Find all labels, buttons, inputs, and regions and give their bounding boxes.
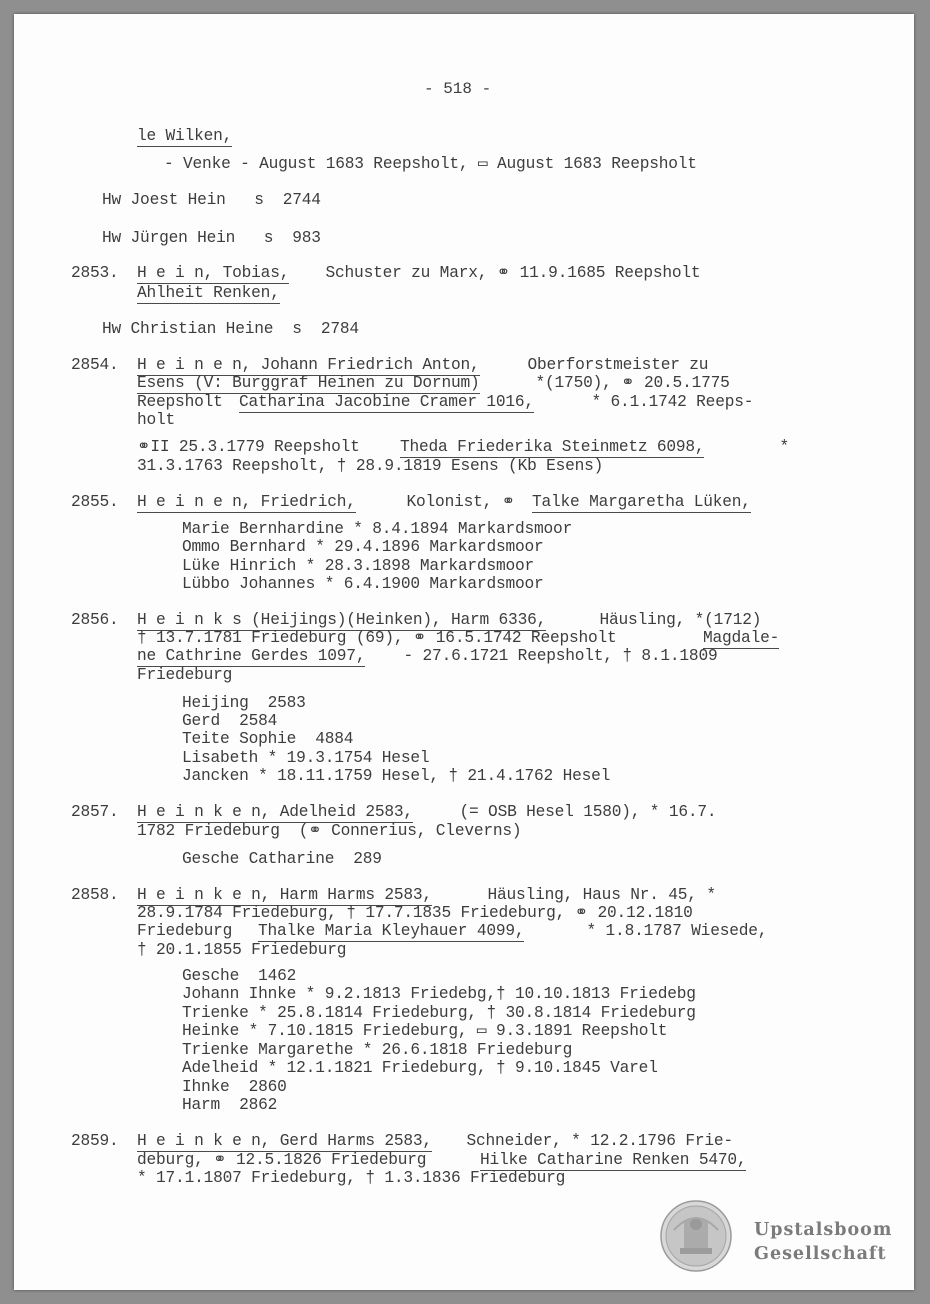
text-line: Trienke * 25.8.1814 Friedeburg, † 30.8.1814 Friedeburg	[182, 1004, 696, 1022]
text-line: Trienke Margarethe * 26.6.1818 Friedeburg	[182, 1041, 573, 1059]
underlined-name: H e i n k e n, Adelheid 2583,	[137, 803, 413, 821]
text-line: Marie Bernhardine * 8.4.1894 Markardsmoor	[182, 520, 573, 538]
underlined-name: Thalke Maria Kleyhauer 4099,	[258, 922, 525, 940]
text-line: Jancken * 18.11.1759 Hesel, † 21.4.1762 Hesel	[182, 767, 611, 785]
entry-number: 2855.	[71, 493, 119, 511]
logo-line-2: Gesellschaft	[754, 1244, 887, 1264]
text-line: 28.9.1784 Friedeburg, † 17.7.1835 Friedeburg, ⚭ 20.12.1810	[137, 904, 693, 922]
text-line: Heijing 2583	[182, 694, 306, 712]
underlined-name: Theda Friederika Steinmetz 6098,	[400, 438, 705, 456]
text-line: Lübbo Johannes * 6.4.1900 Markardsmoor	[182, 575, 544, 593]
text-line: Friedeburg	[137, 922, 242, 940]
text-line: Kolonist, ⚭	[397, 493, 525, 511]
underlined-name: H e i n k s (Heijings)(Heinken), Harm 6336,	[137, 611, 547, 629]
text-line: * 6.1.1742 Reeps-	[582, 393, 754, 411]
text-line: - Venke - August 1683 Reepsholt, ▭ August 1683 Reepsholt	[164, 155, 697, 173]
text-line: *(1750), ⚭ 20.5.1775	[526, 374, 730, 392]
text-line: holt	[137, 411, 176, 429]
underlined-name: H e i n e n, Friedrich,	[137, 493, 356, 511]
text-line: Hw Joest Hein s 2744	[102, 191, 321, 209]
text-line: * 1.8.1787 Wiesede,	[577, 922, 768, 940]
underlined-name: Talke Margaretha Lüken,	[532, 493, 751, 511]
underlined-name: H e i n k e n, Gerd Harms 2583,	[137, 1132, 432, 1150]
underlined-name: Ahlheit Renken,	[137, 284, 280, 302]
text-line: (= OSB Hesel 1580), * 16.7.	[450, 803, 717, 821]
entry-number: 2856.	[71, 611, 119, 629]
text-line: Harm 2862	[182, 1096, 278, 1114]
upstalsboom-seal-logo	[660, 1200, 732, 1272]
underlined-name: Magdale-	[703, 629, 780, 647]
logo-line-1: Upstalsboom	[754, 1220, 893, 1240]
text-line: † 13.7.1781 Friedeburg (69), ⚭ 16.5.1742 Reepsholt	[137, 629, 627, 647]
text-line: Ommo Bernhard * 29.4.1896 Markardsmoor	[182, 538, 544, 556]
text-line: Gesche Catharine 289	[182, 850, 382, 868]
text-line: Lisabeth * 19.3.1754 Hesel	[182, 749, 430, 767]
entry-number: 2854.	[71, 356, 119, 374]
text-line: Lüke Hinrich * 28.3.1898 Markardsmoor	[182, 557, 535, 575]
text-line: Schneider, * 12.2.1796 Frie-	[457, 1132, 733, 1150]
text-line: - 27.6.1721 Reepsholt, † 8.1.1809	[394, 647, 718, 665]
text-line: Oberforstmeister zu	[518, 356, 709, 374]
text-line: Adelheid * 12.1.1821 Friedeburg, † 9.10.1845 Varel	[182, 1059, 658, 1077]
text-line: Häusling, *(1712)	[590, 611, 762, 629]
underlined-name: H e i n, Tobias,	[137, 264, 290, 282]
text-line: * 17.1.1807 Friedeburg, † 1.3.1836 Friedeburg	[137, 1169, 566, 1187]
underlined-name: Esens (V: Burggraf Heinen zu Dornum)	[137, 374, 480, 392]
text-line: † 20.1.1855 Friedeburg	[137, 941, 347, 959]
page-number: - 518 -	[424, 80, 492, 98]
text-line: Hw Christian Heine s 2784	[102, 320, 359, 338]
text-line: Teite Sophie 4884	[182, 730, 354, 748]
entry-number: 2858.	[71, 886, 119, 904]
underlined-name: H e i n e n, Johann Friedrich Anton,	[137, 356, 480, 374]
text-line: Reepsholt	[137, 393, 233, 411]
text-line: 1782 Friedeburg (⚭ Connerius, Cleverns)	[137, 822, 522, 840]
document-page	[14, 14, 914, 1290]
underlined-name: H e i n k e n, Harm Harms 2583,	[137, 886, 432, 904]
underlined-name: ne Cathrine Gerdes 1097,	[137, 647, 366, 665]
text-line: Häusling, Haus Nr. 45, *	[478, 886, 716, 904]
underlined-name: Hilke Catharine Renken 5470,	[480, 1151, 747, 1169]
society-logo-text	[754, 1218, 892, 1266]
entry-number: 2853.	[71, 264, 119, 282]
text-line: Hw Jürgen Hein s 983	[102, 229, 321, 247]
text-line: Gerd 2584	[182, 712, 278, 730]
text-line: Schuster zu Marx, ⚭ 11.9.1685 Reepsholt	[316, 264, 701, 282]
entry-number: 2859.	[71, 1132, 119, 1150]
text-line: 31.3.1763 Reepsholt, † 28.9.1819 Esens (Kb Esens)	[137, 457, 604, 475]
underlined-name: Catharina Jacobine Cramer 1016,	[239, 393, 534, 411]
entry-number: 2857.	[71, 803, 119, 821]
text-line: Ihnke 2860	[182, 1078, 287, 1096]
text-line: ⚭II 25.3.1779 Reepsholt	[137, 438, 370, 456]
text-line: *	[770, 438, 790, 456]
text-line: Gesche 1462	[182, 967, 297, 985]
text-line: Friedeburg	[137, 666, 233, 684]
text-line: deburg, ⚭ 12.5.1826 Friedeburg	[137, 1151, 436, 1169]
underlined-name: le Wilken,	[137, 127, 233, 145]
text-line: Johann Ihnke * 9.2.1813 Friedebg,† 10.10.1813 Friedebg	[182, 985, 696, 1003]
text-line: Heinke * 7.10.1815 Friedeburg, ▭ 9.3.1891 Reepsholt	[182, 1022, 668, 1040]
